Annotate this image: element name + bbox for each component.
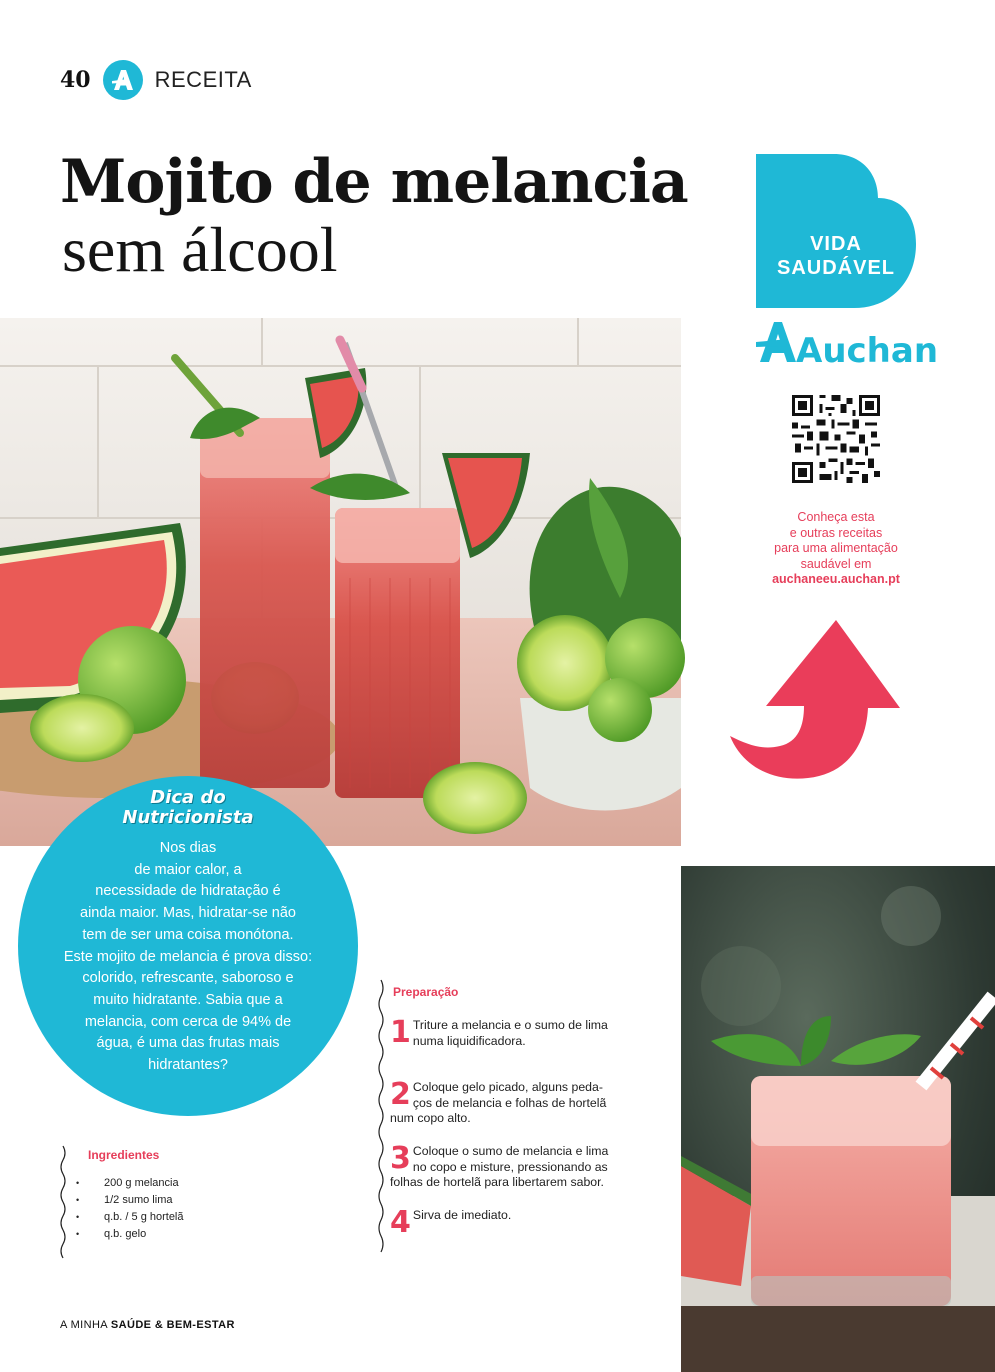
ingredients-list (72, 1175, 184, 1243)
step-line: ços de melancia e folhas de hortelã (412, 1095, 607, 1110)
tip-line: água, é uma das frutas mais (96, 1035, 280, 1052)
ingredient-item: • q.b. / 5 g hortelã (72, 1209, 184, 1226)
step-number: 1 (390, 1015, 411, 1050)
step-number: 2 (390, 1077, 411, 1112)
tip-line: Nos dias (159, 840, 217, 856)
page-header (60, 60, 252, 100)
preparation-step (390, 1015, 650, 1050)
promo-text (746, 510, 926, 588)
promo-line: e outras receitas (789, 525, 883, 540)
step-number: 4 (390, 1205, 411, 1240)
mojito-main-photo (0, 318, 681, 846)
tip-line: necessidade de hidratação é (95, 883, 281, 900)
step-number: 3 (390, 1141, 411, 1176)
preparation-step (390, 1141, 650, 1191)
tip-line: muito hidratante. Sabia que a (93, 991, 283, 1008)
section-label: RECEITA (154, 67, 252, 92)
page-number: 40 (60, 67, 91, 93)
tip-line: ainda maior. Mas, hidratar-se não (80, 905, 296, 922)
tip-title (108, 788, 268, 828)
step-line: Sirva de imediato. (412, 1208, 512, 1222)
preparation-title: Preparação (393, 985, 459, 999)
step-line: no copo e misture, pressionando as (412, 1159, 608, 1174)
curved-arrow-up-icon (728, 616, 902, 784)
tip-line: colorido, refrescante, saboroso e (82, 970, 294, 987)
footer-title: SAÚDE & BEM-ESTAR (110, 1319, 235, 1331)
wavy-divider (376, 980, 386, 1252)
tip-title-line: Dica do (150, 787, 226, 808)
step-line: folhas de hortelã para libertarem sabor. (390, 1175, 604, 1189)
step-line: Coloque gelo picado, alguns peda- (412, 1080, 603, 1094)
wavy-divider (58, 1146, 68, 1262)
promo-line: para uma alimentação (774, 541, 898, 555)
tip-text (38, 838, 338, 1077)
recipe-title: Mojito de melancia (60, 147, 688, 217)
tip-line: melancia, com cerca de 94% de (84, 1013, 292, 1030)
tip-line: hidratantes? (148, 1057, 228, 1074)
auchan-a-logo-icon (103, 60, 143, 100)
badge-line-1: VIDA (810, 233, 862, 255)
auchan-brand-logo (754, 316, 939, 371)
ingredient-item: • q.b. gelo (72, 1226, 184, 1243)
footer-prefix: A MINHA (60, 1319, 111, 1331)
step-line: Coloque o sumo de melancia e lima (412, 1144, 609, 1158)
qr-code-icon[interactable] (792, 395, 880, 483)
step-line: num copo alto. (390, 1111, 471, 1125)
tip-line: Este mojito de melancia é prova disso: (63, 948, 313, 965)
mojito-glass-photo (681, 866, 995, 1372)
preparation-step (390, 1205, 650, 1240)
step-line: numa liquidificadora. (412, 1033, 526, 1048)
preparation-step (390, 1077, 650, 1127)
badge-line-2: SAUDÁVEL (776, 257, 895, 279)
tip-title-line: Nutricionista (122, 807, 254, 828)
step-line: Triture a melancia e o sumo de lima (412, 1018, 608, 1032)
tip-line: de maior calor, a (134, 861, 242, 878)
promo-line: saudável em (800, 556, 872, 571)
promo-line: Conheça esta (797, 510, 875, 524)
magazine-footer (60, 1319, 235, 1331)
vida-saudavel-badge (754, 232, 918, 280)
tip-line: tem de ser uma coisa monótona. (82, 926, 294, 943)
recipe-subtitle: sem álcool (62, 214, 338, 285)
promo-link[interactable]: auchaneeu.auchan.pt (772, 572, 900, 586)
ingredient-item: • 1/2 sumo lima (72, 1192, 184, 1209)
brand-name: Auchan (796, 331, 939, 371)
ingredient-item: • 200 g melancia (72, 1175, 184, 1192)
ingredients-title: Ingredientes (88, 1148, 160, 1162)
